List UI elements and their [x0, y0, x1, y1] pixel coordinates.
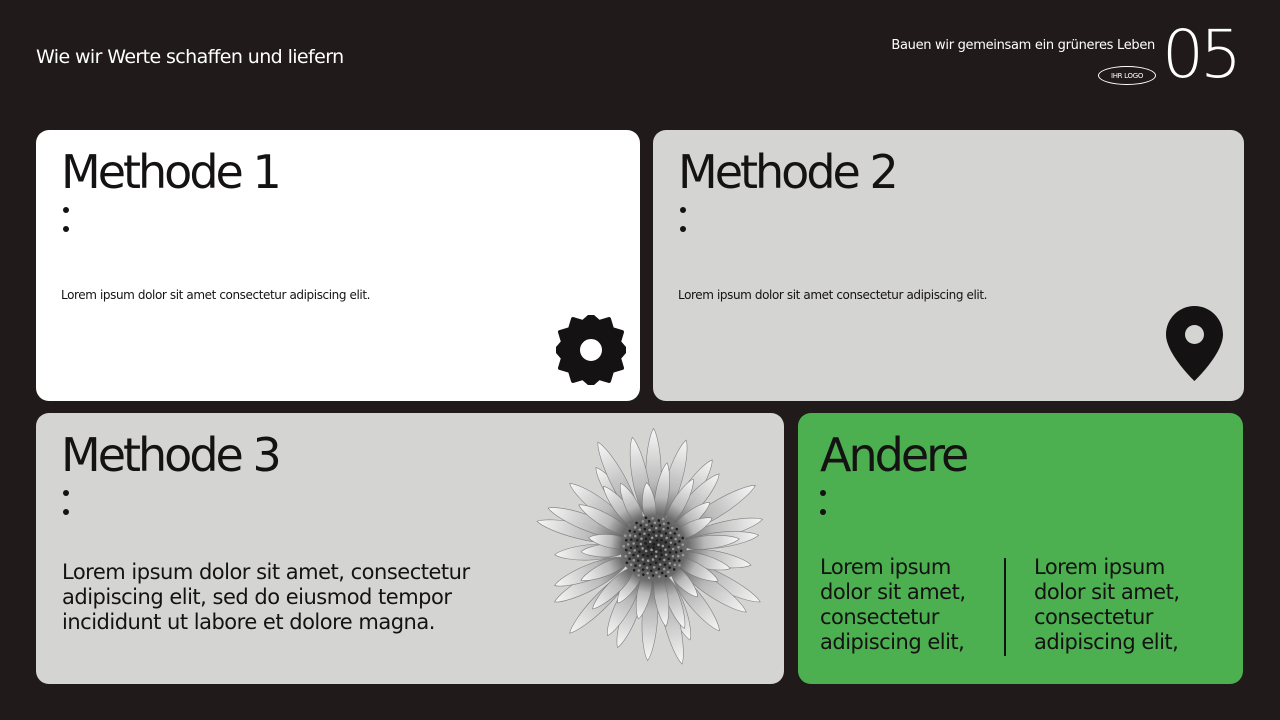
column-text-left: Lorem ipsum dolor sit amet, consectetur adipiscing elit, — [820, 555, 966, 654]
page-number: 05 — [1162, 16, 1238, 93]
column-divider — [1004, 558, 1006, 656]
bullet-dot — [63, 490, 69, 496]
card-title: Andere — [820, 428, 967, 482]
card-text: Lorem ipsum dolor sit amet consectetur adipiscing elit. — [61, 288, 371, 302]
card-title: Methode 3 — [61, 428, 279, 482]
method-3-card — [36, 413, 784, 684]
bullet-list — [820, 490, 826, 528]
card-text: Lorem ipsum dolor sit amet, consectetur adipiscing elit, sed do eiusmod tempor incididunt ut labore et dolore magna. — [62, 560, 470, 634]
method-2-card — [653, 130, 1244, 401]
location-pin-icon — [1166, 306, 1223, 381]
method-1-card — [36, 130, 640, 401]
bullet-dot — [680, 207, 686, 213]
slide-title: Wie wir Werte schaffen und liefern — [36, 46, 344, 68]
card-title: Methode 2 — [678, 145, 896, 199]
bullet-dot — [63, 226, 69, 232]
bullet-dot — [820, 509, 826, 515]
bullet-dot — [63, 509, 69, 515]
logo: IHR LOGO — [1098, 66, 1156, 85]
column-text-right: Lorem ipsum dolor sit amet, consectetur adipiscing elit, — [1034, 555, 1180, 654]
bullet-dot — [680, 226, 686, 232]
gear-icon — [556, 315, 626, 385]
bullet-dot — [63, 207, 69, 213]
bullet-list — [63, 490, 69, 528]
other-card — [798, 413, 1243, 684]
sunflower-image — [531, 418, 776, 678]
bullet-list — [680, 207, 686, 245]
bullet-list — [63, 207, 69, 245]
card-title: Methode 1 — [61, 145, 279, 199]
card-text: Lorem ipsum dolor sit amet consectetur adipiscing elit. — [678, 288, 988, 302]
tagline: Bauen wir gemeinsam ein grüneres Leben — [891, 38, 1155, 53]
bullet-dot — [820, 490, 826, 496]
